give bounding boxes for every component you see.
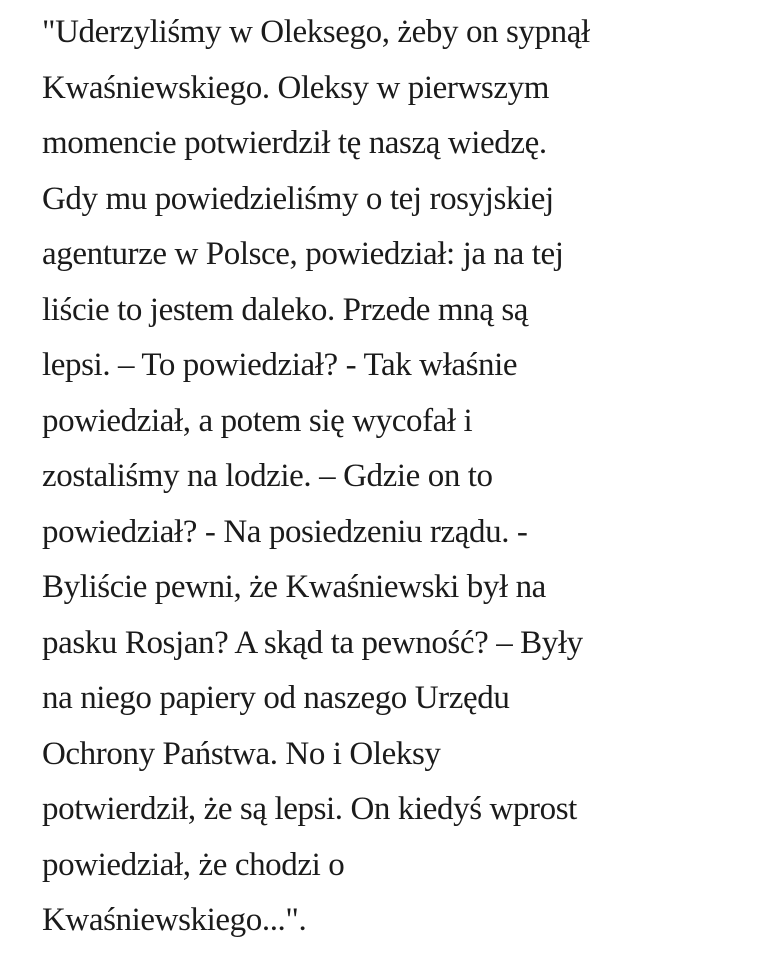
quote-line: potwierdził, że są lepsi. On kiedyś wprost [42, 791, 577, 827]
quote-line: powiedział, a potem się wycofał i [42, 402, 473, 439]
quote-line: Byliście pewni, że Kwaśniewski był na [42, 569, 546, 605]
quote-line: agenturze w Polsce, powiedział: ja na tej [42, 236, 564, 272]
quote-line: Ochrony Państwa. No i Oleksy [42, 735, 441, 772]
quote-line: na niego papiery od naszego Urzędu [42, 680, 510, 716]
quote-line: lepsi. – To powiedział? - Tak właśnie [42, 347, 518, 383]
quote-line: Kwaśniewskiego. Oleksy w pierwszym [42, 69, 549, 106]
quote-line: liście to jestem daleko. Przede mną są [42, 291, 529, 328]
quote-line: momencie potwierdził tę naszą wiedzę. [42, 125, 547, 161]
quote-line: powiedział? - Na posiedzeniu rządu. - [42, 513, 528, 550]
quote-line: powiedział, że chodzi o [42, 846, 345, 883]
quote-line: zostaliśmy na lodzie. – Gdzie on to [42, 458, 493, 494]
quote-line: Gdy mu powiedzieliśmy o tej rosyjskiej [42, 180, 554, 217]
quote-line: "Uderzyliśmy w Oleksego, żeby on sypnął [42, 14, 590, 50]
quote-line: pasku Rosjan? A skąd ta pewność? – Były [42, 624, 583, 661]
quote-line: Kwaśniewskiego...". [42, 902, 307, 938]
